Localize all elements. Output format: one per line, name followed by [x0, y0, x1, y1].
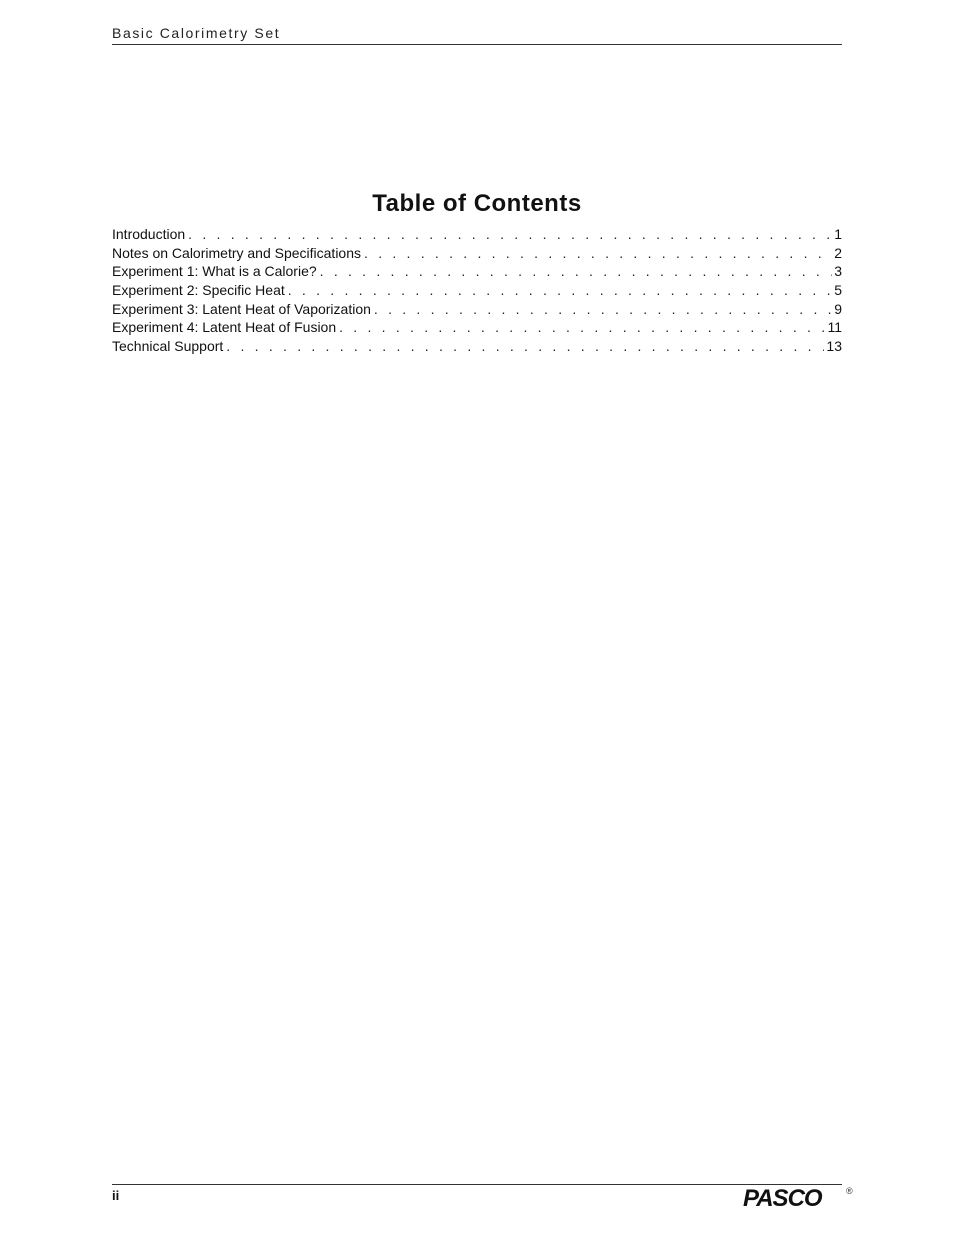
dot-leader — [188, 225, 832, 244]
toc-entry-page: 1 — [834, 226, 842, 242]
toc-heading: Table of Contents — [372, 190, 582, 217]
toc-entry[interactable] — [112, 262, 842, 281]
toc-entry-title: Experiment 4: Latent Heat of Fusion — [112, 319, 337, 336]
dot-leader — [364, 244, 832, 263]
dot-leader — [320, 262, 833, 281]
toc-entry-page: 5 — [834, 282, 842, 299]
toc-entry-title: Technical Support — [112, 338, 224, 355]
logo-wordmark: PASCO — [743, 1185, 822, 1212]
registered-mark: ® — [846, 1186, 853, 1196]
toc-entry-title: Experiment 2: Specific Heat — [112, 282, 285, 299]
toc-entry-title: Notes on Calorimetry and Specifications — [112, 244, 362, 261]
toc-entry-page: 3 — [834, 263, 842, 280]
document-title: Basic Calorimetry Set — [112, 25, 281, 41]
toc-entry[interactable] — [112, 337, 842, 356]
pasco-logo — [740, 1184, 844, 1212]
toc-list — [112, 225, 842, 356]
toc-entry-title: Experiment 3: Latent Heat of Vaporization — [112, 300, 371, 317]
toc-entry[interactable] — [112, 225, 842, 244]
page-number: ii — [112, 1188, 120, 1203]
dot-leader — [374, 300, 832, 319]
toc-entry-title: Introduction — [112, 226, 186, 242]
dot-leader — [288, 281, 832, 300]
toc-entry-page: 2 — [834, 244, 842, 261]
toc-entry-page: 9 — [834, 300, 842, 317]
dot-leader — [339, 318, 825, 337]
toc-entry[interactable] — [112, 300, 842, 319]
header-divider — [112, 44, 842, 45]
toc-entry-page: 11 — [827, 319, 842, 336]
dot-leader — [226, 337, 824, 356]
footer-divider — [112, 1184, 842, 1185]
toc-entry-page: 13 — [826, 338, 842, 355]
toc-entry-title: Experiment 1: What is a Calorie? — [112, 263, 317, 280]
toc-entry[interactable] — [112, 281, 842, 300]
toc-entry[interactable] — [112, 244, 842, 263]
toc-entry[interactable] — [112, 318, 842, 337]
